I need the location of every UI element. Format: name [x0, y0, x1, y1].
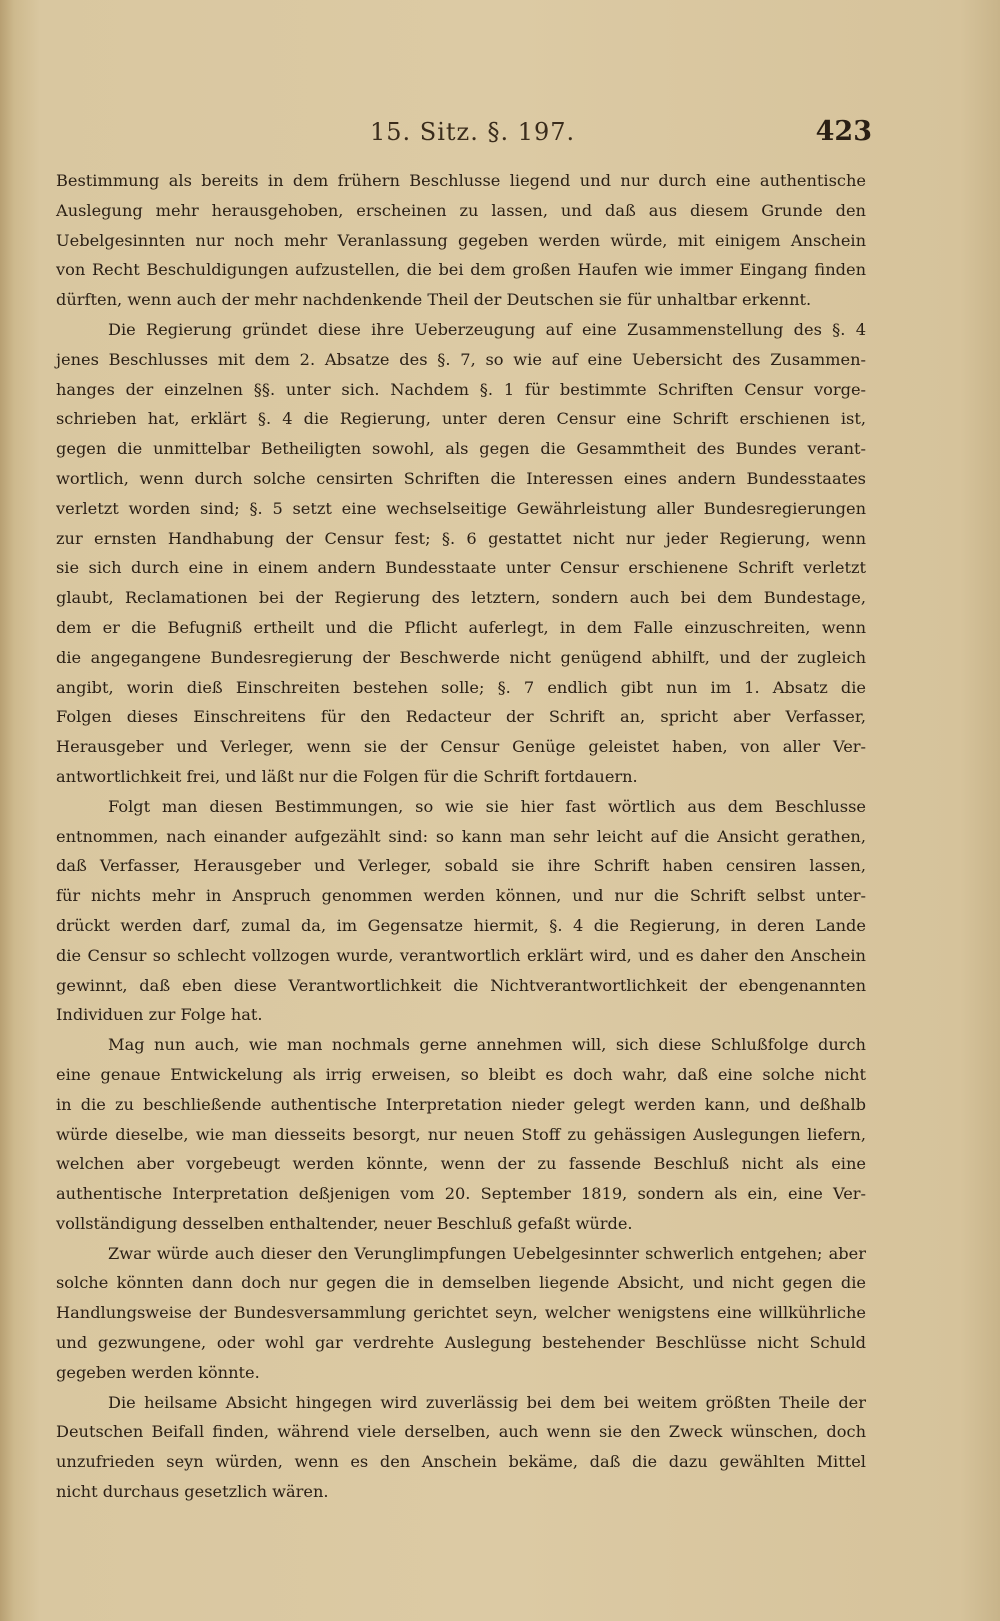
text-line: nicht durchaus gesetzlich wären. — [56, 1482, 329, 1502]
text-line: jenes Beschlusses mit dem 2. Absatze des §. 7, so wie auf eine Uebersicht des Zusammen- — [56, 349, 866, 369]
page-number: 423 — [815, 116, 872, 147]
text-line: drückt werden darf, zumal da, im Gegensatze hiermit, §. 4 die Regierung, in deren Lande — [56, 915, 866, 935]
text-line: in die zu beschließende authentische Interpretation nieder gelegt werden kann, und deßhalb — [56, 1094, 866, 1114]
text-line: die angegangene Bundesregierung der Beschwerde nicht genügend abhilft, und der zugleich — [56, 647, 866, 667]
paragraph — [56, 166, 866, 315]
text-line: die Censur so schlecht vollzogen wurde, verantwortlich erklärt wird, und es daher den Anschein — [56, 945, 866, 965]
text-line: glaubt, Reclamationen bei der Regierung des letztern, sondern auch bei dem Bundestage, — [56, 588, 866, 608]
text-line: für nichts mehr in Anspruch genommen werden können, und nur die Schrift selbst unter- — [56, 886, 866, 906]
text-line: und gezwungene, oder wohl gar verdrehte Auslegung bestehender Beschlüsse nicht Schuld — [56, 1333, 866, 1353]
text-line: welchen aber vorgebeugt werden könnte, wenn der zu fassende Beschluß nicht als eine — [56, 1154, 866, 1174]
text-line: gegeben werden könnte. — [56, 1362, 260, 1382]
paragraph — [56, 1030, 866, 1239]
text-line: dem er die Befugniß ertheilt und die Pflicht auferlegt, in dem Falle einzuschreiten, wenn — [56, 617, 866, 637]
paragraph — [56, 1388, 866, 1507]
text-line: Herausgeber und Verleger, wenn sie der Censur Genüge geleistet haben, von aller Ver- — [56, 737, 866, 757]
text-line: hanges der einzelnen §§. unter sich. Nachdem §. 1 für bestimmte Schriften Censur vorge- — [56, 379, 866, 399]
text-line: Folgt man diesen Bestimmungen, so wie sie hier fast wörtlich aus dem Beschlusse — [108, 796, 866, 816]
paragraph — [56, 792, 866, 1030]
text-line: verletzt worden sind; §. 5 setzt eine wechselseitige Gewährleistung aller Bundesregierungen — [56, 498, 866, 518]
text-line: solche könnten dann doch nur gegen die in demselben liegende Absicht, und nicht gegen die — [56, 1273, 866, 1293]
text-line: Deutschen Beifall finden, während viele derselben, auch wenn sie den Zweck wünschen, doch — [56, 1422, 866, 1442]
text-line: Die heilsame Absicht hingegen wird zuverlässig bei dem bei weitem größten Theile der — [108, 1392, 866, 1412]
text-line: gegen die unmittelbar Betheiligten sowohl, als gegen die Gesammtheit des Bundes verant- — [56, 439, 866, 459]
text-line: wortlich, wenn durch solche censirten Schriften die Interessen eines andern Bundesstaates — [56, 468, 866, 488]
text-line: zur ernsten Handhabung der Censur fest; §. 6 gestattet nicht nur jeder Regierung, wenn — [56, 528, 866, 548]
text-line: von Recht Beschuldigungen aufzustellen, die bei dem großen Haufen wie immer Eingang finden — [56, 260, 866, 280]
text-line: würde dieselbe, wie man diesseits besorgt, nur neuen Stoff zu gehässigen Auslegungen liefern, — [56, 1124, 866, 1144]
text-line: entnommen, nach einander aufgezählt sind: so kann man sehr leicht auf die Ansicht gerathen, — [56, 826, 866, 846]
text-line: Mag nun auch, wie man nochmals gerne annehmen will, sich diese Schlußfolge durch — [108, 1035, 866, 1055]
text-line: gewinnt, daß eben diese Verantwortlichkeit die Nichtverantwortlichkeit der ebengenannten — [56, 975, 866, 995]
body-text — [56, 166, 866, 1507]
text-line: dürften, wenn auch der mehr nachdenkende Theil der Deutschen sie für unhaltbar erkennt. — [56, 290, 812, 310]
running-head: 15. Sitz. §. 197. — [370, 118, 576, 146]
text-line: antwortlichkeit frei, und läßt nur die Folgen für die Schrift fortdauern. — [56, 766, 638, 786]
text-line: Auslegung mehr herausgehoben, erscheinen zu lassen, und daß aus diesem Grunde den — [56, 200, 866, 220]
text-line: Handlungsweise der Bundesversammlung gerichtet seyn, welcher wenigstens eine willkührliche — [56, 1303, 866, 1323]
text-line: Folgen dieses Einschreitens für den Redacteur der Schrift an, spricht aber Verfasser, — [56, 707, 866, 727]
text-line: vollständigung desselben enthaltender, neuer Beschluß gefaßt würde. — [56, 1213, 633, 1233]
text-line: unzufrieden seyn würden, wenn es den Anschein bekäme, daß die dazu gewählten Mittel — [56, 1452, 866, 1472]
paragraph — [56, 1239, 866, 1388]
text-line: sie sich durch eine in einem andern Bundesstaate unter Censur erschienene Schrift verletzt — [56, 558, 866, 578]
text-line: schrieben hat, erklärt §. 4 die Regierung, unter deren Censur eine Schrift erschienen ist, — [56, 409, 866, 429]
text-line: Bestimmung als bereits in dem frühern Beschlusse liegend und nur durch eine authentische — [56, 171, 866, 190]
text-line: daß Verfasser, Herausgeber und Verleger, sobald sie ihre Schrift haben censiren lassen, — [56, 856, 866, 876]
page-header — [0, 118, 1000, 158]
text-line: Individuen zur Folge hat. — [56, 1005, 263, 1025]
text-line: eine genaue Entwickelung als irrig erweisen, so bleibt es doch wahr, daß eine solche nicht — [56, 1064, 866, 1084]
paragraph — [56, 315, 866, 792]
text-line: angibt, worin dieß Einschreiten bestehen solle; §. 7 endlich gibt nun im 1. Absatz die — [56, 677, 866, 697]
text-line: Die Regierung gründet diese ihre Ueberzeugung auf eine Zusammenstellung des §. 4 — [108, 319, 866, 339]
text-line: Uebelgesinnten nur noch mehr Veranlassung gegeben werden würde, mit einigem Anschein — [56, 230, 866, 250]
text-line: authentische Interpretation deßjenigen vom 20. September 1819, sondern als ein, eine Ver- — [56, 1184, 866, 1204]
text-line: Zwar würde auch dieser den Verunglimpfungen Uebelgesinnter schwerlich entgehen; aber — [108, 1243, 866, 1263]
